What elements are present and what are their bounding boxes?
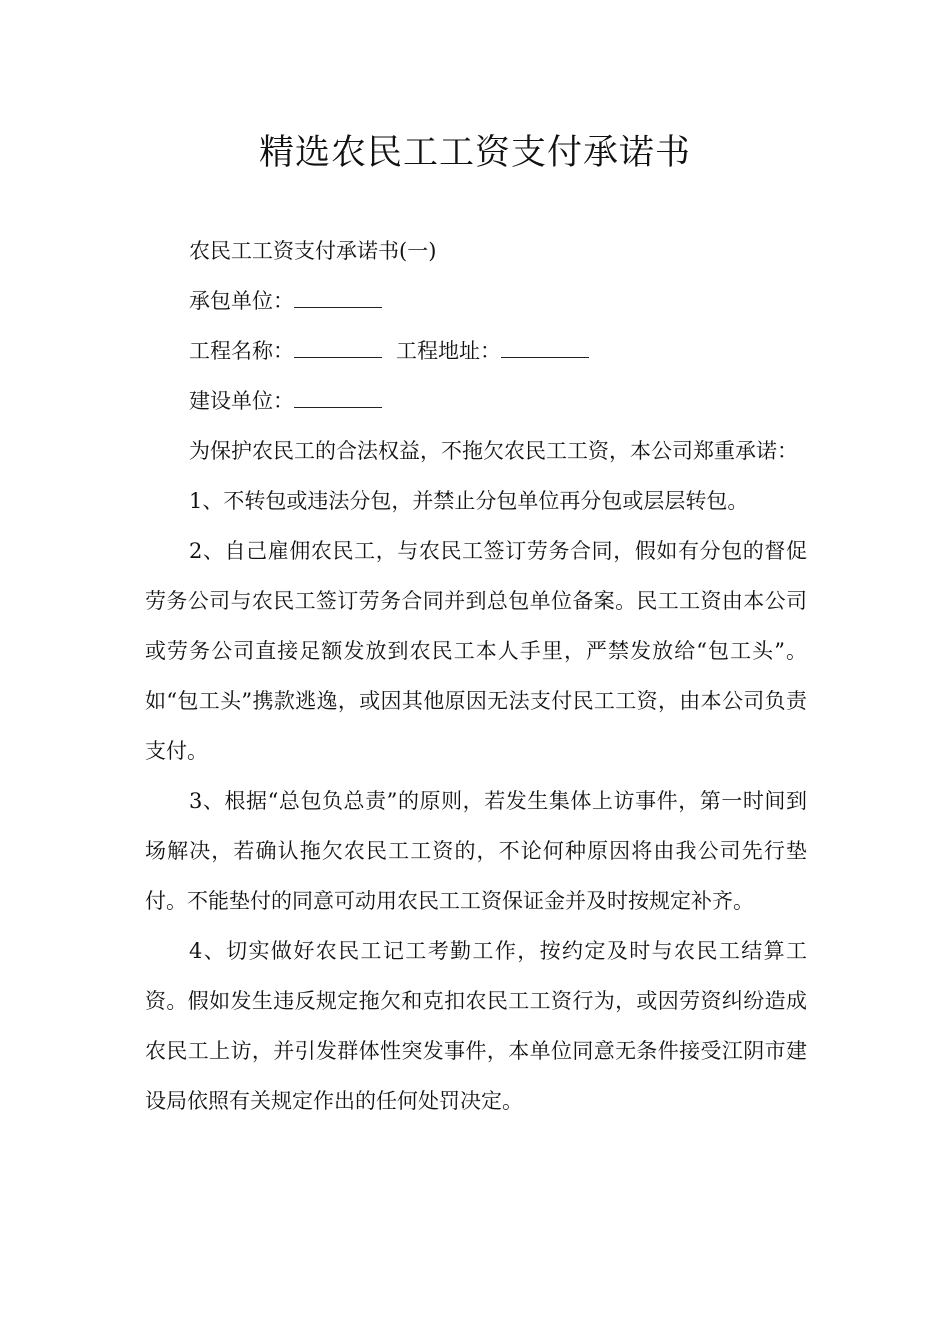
- project-name-blank: [294, 340, 382, 358]
- developer-row: [145, 376, 807, 426]
- clause-4: 4、切实做好农民工记工考勤工作，按约定及时与农民工结算工资。假如发生违反规定拖欠和克扣农民工工资行为，或因劳资纠纷造成农民工上访，并引发群体性突发事件，本单位同意无条件接受江阴市建设局依照有关规定作出的任何处罚决定。: [145, 939, 807, 1113]
- clause-3: 3、根据“总包负总责”的原则，若发生集体上访事件，第一时间到场解决，若确认拖欠农民工工资的，不论何种原因将由我公司先行垫付。不能垫付的同意可动用农民工工资保证金并及时按规定补齐。: [145, 789, 807, 913]
- clause-2: 2、自己雇佣农民工，与农民工签订劳务合同，假如有分包的督促劳务公司与农民工签订劳务合同并到总包单位备案。民工工资由本公司或劳务公司直接足额发放到农民工本人手里，严禁发放给“包工头”。如“包工头”携款逃逸，或因其他原因无法支付民工工资，由本公司负责支付。: [145, 539, 807, 763]
- contractor-row: [145, 276, 807, 326]
- developer-blank: [294, 390, 382, 408]
- document-body: [145, 226, 807, 1126]
- contractor-blank: [294, 290, 382, 308]
- contractor-label: 承包单位：: [189, 289, 294, 313]
- project-row: [145, 326, 807, 376]
- project-address-blank: [501, 340, 589, 358]
- clause-1: 1、不转包或违法分包，并禁止分包单位再分包或层层转包。: [189, 489, 749, 513]
- project-address-label: 工程地址：: [396, 339, 501, 363]
- project-name-label: 工程名称：: [189, 339, 294, 363]
- developer-label: 建设单位：: [189, 389, 294, 413]
- document-subtitle: 农民工工资支付承诺书(一): [189, 239, 437, 263]
- document-title: 精选农民工工资支付承诺书: [258, 133, 691, 173]
- intro-paragraph: 为保护农民工的合法权益，不拖欠农民工工资，本公司郑重承诺：: [189, 439, 798, 463]
